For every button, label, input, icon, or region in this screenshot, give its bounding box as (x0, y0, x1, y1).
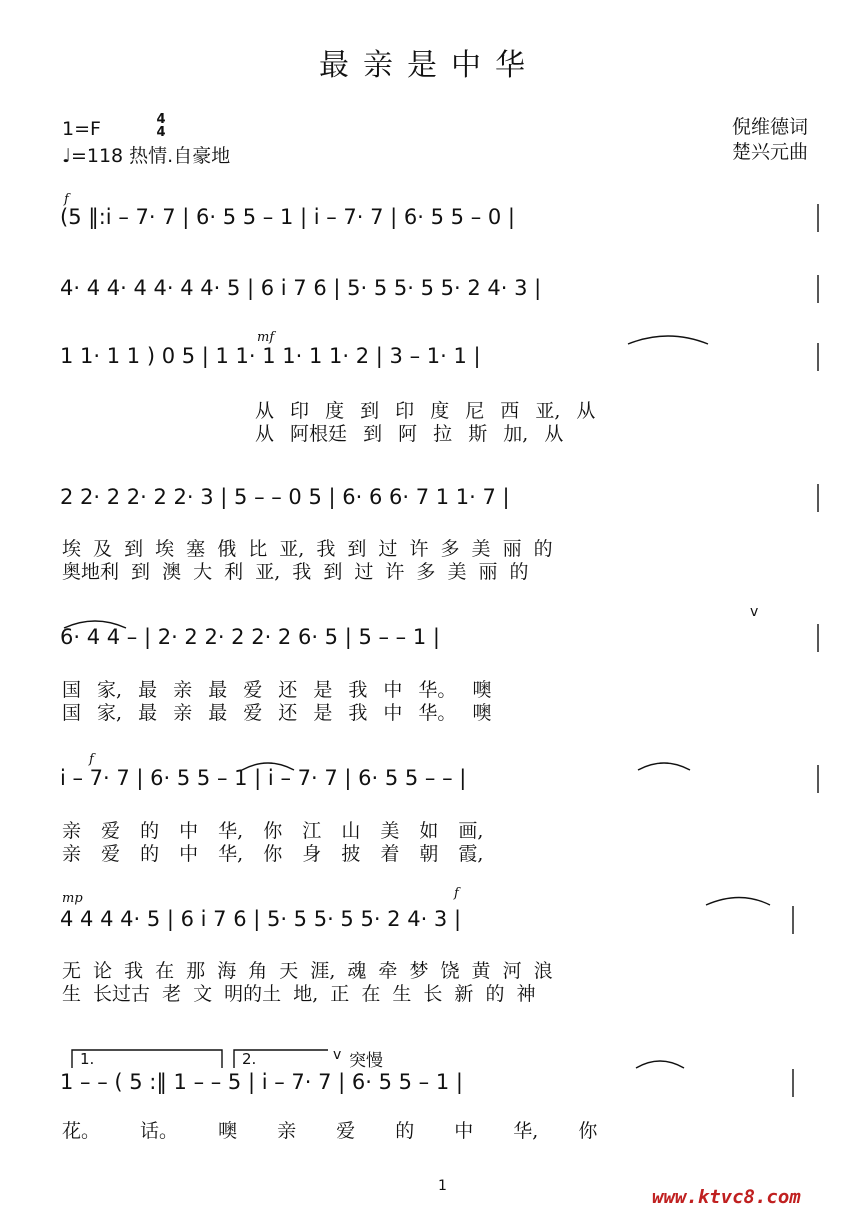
staff-row-4: 2 2· 2 2· 2 2· 3 | 5 – – 0 5 | 6· 6 6· 7 1 1· 7 | (60, 485, 510, 509)
dynamic-mezzopiano: mp (62, 891, 83, 906)
dynamic-forte-1: f (64, 192, 69, 207)
staff-row-5: 6· 4 4 – | 2· 2 2· 2 2· 2 6· 5 | 5 – – 1 | (60, 625, 440, 649)
slur-row3 (628, 336, 708, 344)
breath-mark-2: v (333, 1047, 342, 1063)
second-ending-label: 2. (242, 1050, 257, 1068)
slur-row7 (706, 898, 770, 906)
slur-row8 (636, 1061, 684, 1068)
song-title: 最亲是中华 (319, 48, 539, 83)
watermark: www.ktvc8.com (652, 1186, 801, 1208)
first-ending-label: 1. (80, 1050, 95, 1068)
second-ending-bracket (234, 1050, 328, 1068)
tempo-marking: ♩=118 热情.自豪地 (62, 145, 231, 167)
lyric-row7-verse2: 生 长过古 老 文 明的土 地, 正 在 生 长 新 的 神 (62, 983, 536, 1005)
lyric-row6-verse1: 亲 爱 的 中 华, 你 江 山 美 如 画, (62, 820, 484, 842)
slur-row6-b (638, 763, 690, 770)
staff-row-8: 1 – – ( 5 :‖ 1 – – 5 | i – 7· 7 | 6· 5 5 – 1 | (60, 1070, 463, 1094)
lyric-row3-verse2: 从 阿根廷 到 阿 拉 斯 加, 从 (255, 423, 564, 445)
staff-row-3: 1 1· 1 1 ) 0 5 | 1 1· 1 1· 1 1· 2 | 3 – 1· 1 | (60, 344, 481, 368)
lyric-row5-verse1: 国 家, 最 亲 最 爱 还 是 我 中 华。 噢 (62, 679, 492, 701)
page-number: 1 (438, 1178, 447, 1194)
dynamic-forte-2: f (89, 752, 94, 767)
staff-row-7: 4 4 4 4· 5 | 6 i 7 6 | 5· 5 5· 5 5· 2 4· 3 | (60, 907, 462, 931)
lyric-row7-verse1: 无 论 我 在 那 海 角 天 涯, 魂 牵 梦 饶 黄 河 浪 (62, 960, 553, 982)
slur-row6-a (242, 763, 294, 770)
lyric-row6-verse2: 亲 爱 的 中 华, 你 身 披 着 朝 霞, (62, 843, 484, 865)
slur-row5 (64, 621, 126, 628)
dynamic-forte-3: f (454, 886, 459, 901)
staff-row-6: i – 7· 7 | 6· 5 5 – 1 | i – 7· 7 | 6· 5 5 – – | (60, 766, 467, 790)
lyric-row8: 花。 话。 噢 亲 爱 的 中 华, 你 (62, 1120, 598, 1142)
composer-credit: 楚兴元曲 (732, 141, 809, 163)
time-signature: 4 4 (156, 112, 166, 140)
breath-mark-1: v (750, 604, 759, 620)
staff-row-1: (5 ‖:i – 7· 7 | 6· 5 5 – 1 | i – 7· 7 | 6· 5 5 – 0 | (60, 205, 515, 229)
key-signature: 1=F (62, 118, 101, 140)
lyric-row3-verse1: 从 印 度 到 印 度 尼 西 亚, 从 (255, 400, 596, 422)
first-ending-bracket (72, 1050, 222, 1068)
lyric-row4-verse2: 奥地利 到 澳 大 利 亚, 我 到 过 许 多 美 丽 的 (62, 561, 529, 583)
lyric-row4-verse1: 埃 及 到 埃 塞 俄 比 亚, 我 到 过 许 多 美 丽 的 (62, 538, 553, 560)
lyric-row5-verse2: 国 家, 最 亲 最 爱 还 是 我 中 华。 噢 (62, 702, 492, 724)
staff-row-2: 4· 4 4· 4 4· 4 4· 5 | 6 i 7 6 | 5· 5 5· 5 5· 2 4· 3 | (60, 276, 542, 300)
ritardando-marking: 突慢 (349, 1051, 383, 1071)
dynamic-mezzoforte: mf (257, 330, 275, 345)
lyricist-credit: 倪维德词 (732, 116, 809, 138)
